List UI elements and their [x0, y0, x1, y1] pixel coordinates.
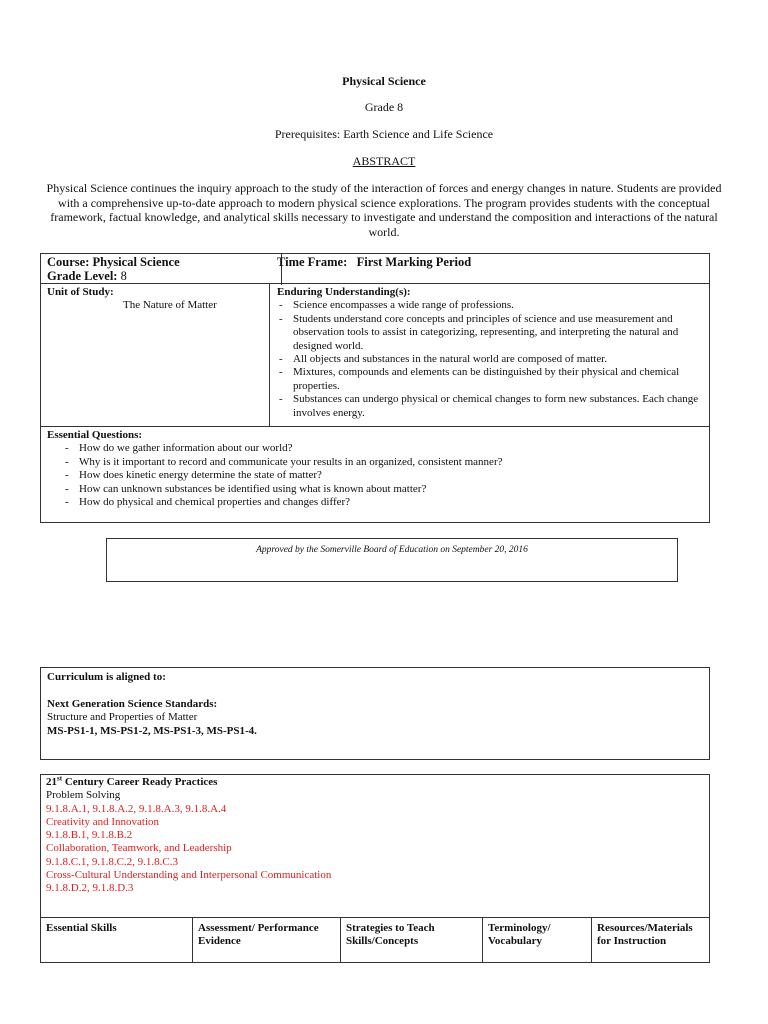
course-cell	[41, 254, 282, 285]
ngss-topic: Structure and Properties of Matter	[47, 711, 198, 724]
list-item: - How do physical and chemical properties and changes differ?	[59, 496, 687, 509]
career-line: 9.1.8.A.1, 9.1.8.A.2, 9.1.8.A.3, 9.1.8.A.4	[46, 802, 227, 815]
career-title-sup: st	[57, 774, 63, 783]
column-resources: Resources/Materials for Instruction	[597, 922, 693, 947]
column-terminology: Terminology/ Vocabulary	[483, 918, 592, 963]
career-line: 9.1.8.B.1, 9.1.8.B.2	[46, 829, 133, 842]
list-item: - How do we gather information about our world?	[59, 442, 687, 455]
course-label: Course: Physical Science	[47, 255, 180, 269]
essential-questions-list	[47, 442, 687, 509]
time-frame-value: First Marking Period	[356, 255, 472, 269]
approval-box	[106, 538, 678, 582]
column-assessment: Assessment/ Performance Evidence	[193, 918, 341, 963]
ngss-label: Next Generation Science Standards:	[47, 697, 218, 710]
grade-level	[47, 269, 275, 283]
list-item: - How does kinetic energy determine the state of matter?	[59, 469, 687, 482]
curriculum-box	[40, 667, 710, 760]
career-practices-content	[46, 776, 331, 896]
column-strategies: Strategies to Teach Skills/Concepts	[341, 918, 483, 963]
enduring-list	[277, 299, 703, 420]
career-line: Creativity and Innovation	[46, 815, 160, 828]
time-frame	[277, 255, 471, 270]
grade-level-label: Grade Level:	[47, 269, 118, 283]
career-line: Cross-Cultural Understanding and Interpersonal Communication	[46, 869, 332, 882]
career-title-num: 21	[46, 776, 57, 788]
ngss-codes: MS-PS1-1, MS-PS1-2, MS-PS1-3, MS-PS1-4.	[47, 724, 257, 737]
career-practices-box	[40, 774, 710, 963]
career-line: Problem Solving	[46, 789, 121, 802]
document-title: Physical Science	[342, 74, 426, 88]
course-header-row	[40, 253, 710, 284]
prerequisites-line: Prerequisites: Earth Science and Life Science	[274, 127, 494, 141]
career-title-rest: Century Career Ready Practices	[62, 776, 218, 788]
column-headers	[41, 917, 709, 963]
unit-of-study-cell	[41, 284, 270, 426]
unit-row	[40, 283, 710, 427]
list-item: - Substances can undergo physical or chemical changes to form new substances. Each change involves energy.	[277, 393, 703, 420]
list-item: - Students understand core concepts and principles of science and use measurement and observation tools to assist in categorizing, representing, and interpreting the natural and designed world.	[277, 313, 703, 353]
unit-of-study-label: Unit of Study:	[47, 286, 114, 298]
essential-questions-row	[40, 426, 710, 523]
column-essential-skills: Essential Skills	[41, 918, 193, 963]
essential-questions-label: Essential Questions:	[47, 429, 143, 441]
curriculum-content	[47, 671, 257, 738]
abstract-text: Physical Science continues the inquiry approach to the study of the interaction of forces and energy changes in nature. Students are provided with a comprehensive up-to-date approach to modern physical science explorations. The program provides students with the conceptual framework, factual knowledge, and analytical skills necessary to investigate and understand the composition and interactions of the natural world.	[46, 181, 722, 239]
list-item: - Science encompasses a wide range of professions.	[277, 299, 703, 312]
grade-level-value: 8	[117, 269, 127, 283]
career-line: Collaboration, Teamwork, and Leadership	[46, 842, 232, 855]
aligned-label: Curriculum is aligned to:	[47, 671, 166, 683]
list-item: - Mixtures, compounds and elements can be distinguished by their physical and chemical properties.	[277, 366, 703, 393]
list-item: - Why is it important to record and communicate your results in an organized, consistent manner?	[59, 456, 687, 469]
enduring-understandings	[277, 286, 703, 420]
list-item: - How can unknown substances be identified using what is known about matter?	[59, 483, 687, 496]
unit-of-study-value: The Nature of Matter	[123, 299, 217, 311]
career-title	[46, 776, 331, 789]
career-line: 9.1.8.D.2, 9.1.8.D.3	[46, 882, 134, 895]
abstract-heading: ABSTRACT	[352, 154, 416, 168]
essential-questions	[47, 429, 687, 509]
time-frame-label: Time Frame:	[277, 255, 348, 269]
enduring-label: Enduring Understanding(s):	[277, 286, 411, 298]
approval-text: Approved by the Somerville Board of Education on September 20, 2016	[256, 545, 528, 555]
grade-line: Grade 8	[364, 100, 404, 114]
list-item: - All objects and substances in the natural world are composed of matter.	[277, 353, 703, 366]
career-line: 9.1.8.C.1, 9.1.8.C.2, 9.1.8.C.3	[46, 855, 179, 868]
